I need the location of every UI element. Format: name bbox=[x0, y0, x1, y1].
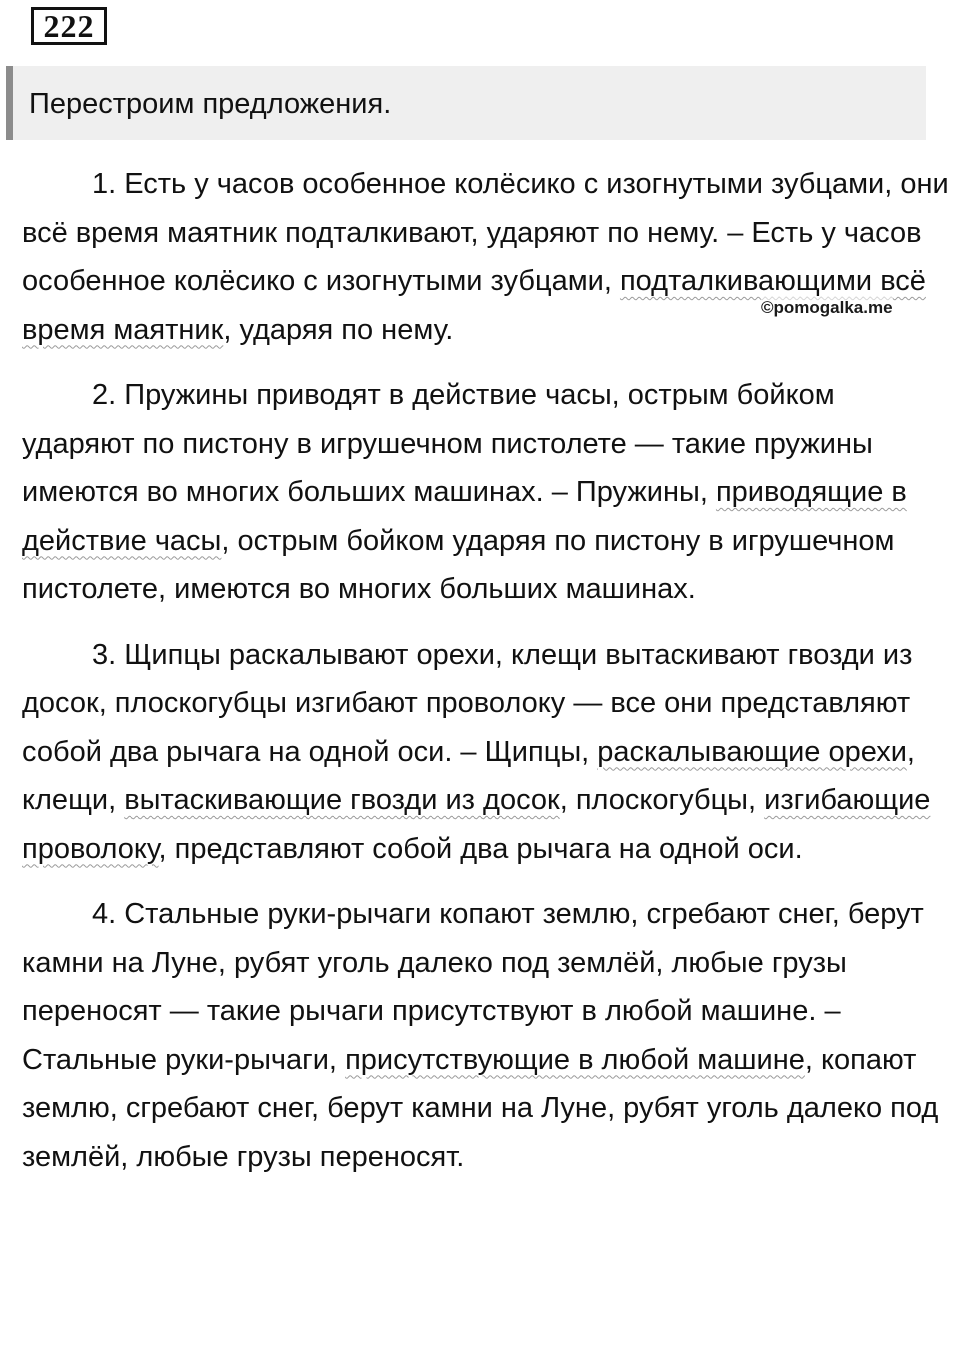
participle-phrase: раскалывающие орехи bbox=[597, 735, 907, 768]
sentence-text: 1. Есть у часов особенное колёсико с изогнутыми зубцами, они всё время маятник подталкивают, ударяют по нему. – Есть у часов особенное колёсико с изогнутыми зубцами, bbox=[22, 168, 949, 297]
answer-paragraph-3 bbox=[22, 631, 954, 874]
sentence-text: 3. Щипцы раскалывают орехи, клещи вытаскивают гвозди из досок, плоскогубцы изгибают проволоку — все они представляют собой два рычага на одной оси. – Щипцы, bbox=[22, 638, 913, 768]
participle-phrase: подталкивающими всё время маятник bbox=[22, 265, 926, 346]
answer-paragraph-1 bbox=[22, 160, 954, 354]
participle-phrase: вытаскивающие гвозди из досок bbox=[124, 784, 560, 816]
task-number-badge: 222 bbox=[31, 7, 107, 45]
sentence-text: , клещи, bbox=[22, 735, 915, 816]
participle-phrase: изгибающие проволоку bbox=[22, 784, 931, 865]
answer-paragraph-4 bbox=[22, 890, 954, 1181]
answer-paragraph-2 bbox=[22, 371, 954, 614]
sentence-text: , представляют собой два рычага на одной оси. bbox=[158, 832, 803, 865]
watermark: ©pomogalka.me bbox=[761, 298, 893, 317]
sentence-text: , острым бойком ударяя по пистону в игрушечном пистолете, имеются во многих больших машинах. bbox=[22, 524, 895, 605]
sentence-text: , плоскогубцы, bbox=[559, 784, 765, 816]
sentence-text: 4. Стальные руки-рычаги копают землю, сгребают снег, берут камни на Луне, рубят уголь далеко под землёй, любые грузы переносят — такие рычаги присутствуют в любой машине. – Стальные руки-рычаги, bbox=[22, 898, 924, 1076]
participle-phrase: присутствующие в любой машине bbox=[345, 1043, 805, 1076]
sentence-text: 2. Пружины приводят в действие часы, острым бойком ударяют по пистону в игрушечном пистолете — такие пружины имеются во многих больших машинах. – Пружины, bbox=[22, 379, 873, 508]
header-bar bbox=[6, 66, 926, 140]
header-title: Перестроим предложения. bbox=[29, 88, 392, 120]
sentence-text: , копают землю, сгребают снег, берут камни на Луне, рубят уголь далеко под землёй, любые грузы переносят. bbox=[22, 1043, 939, 1173]
participle-phrase: приводящие в действие часы bbox=[22, 476, 907, 557]
sentence-text: , ударяя по нему. bbox=[223, 313, 454, 346]
